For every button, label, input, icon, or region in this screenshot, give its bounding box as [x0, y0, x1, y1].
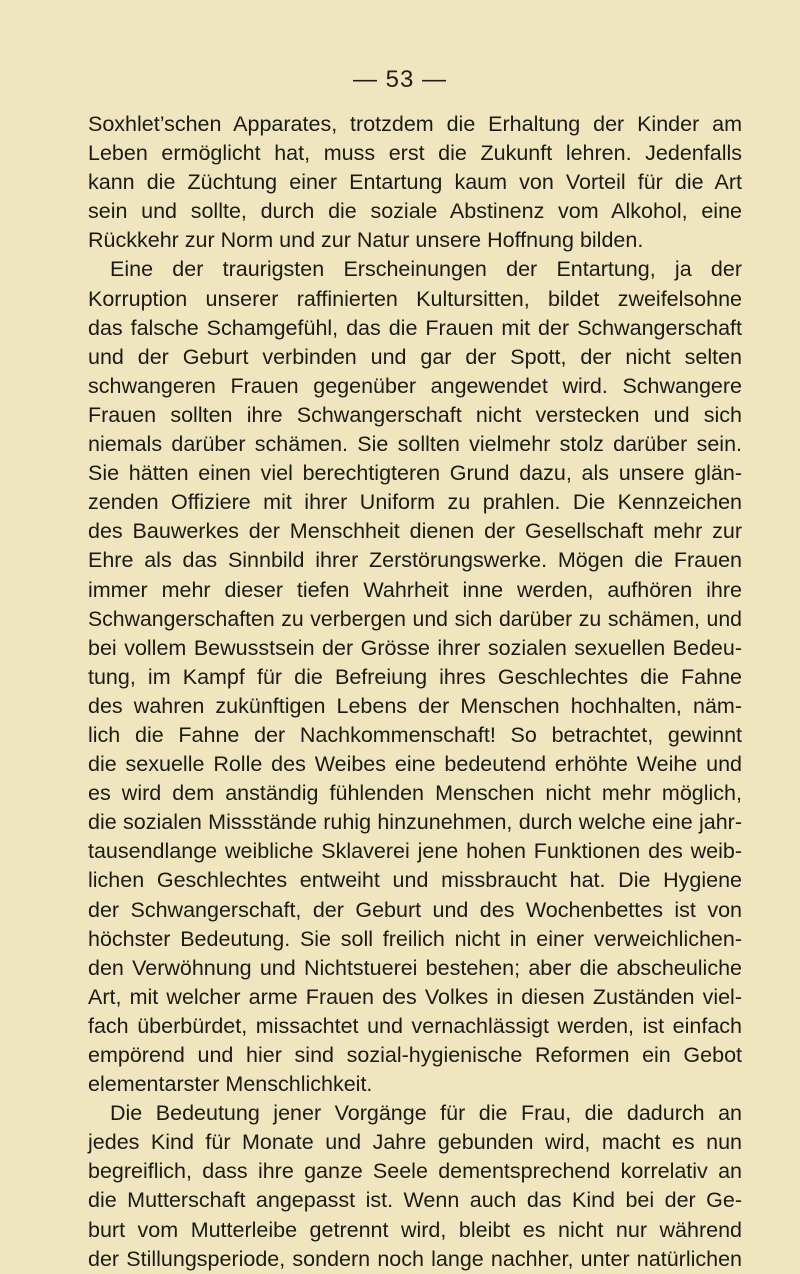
text-line: bei vollem Bewusstsein der Grösse ihrer sozialen sexuellen Bedeu- — [88, 635, 742, 660]
text-line: Sie hätten einen viel berechtigteren Grund dazu, als unsere glän- — [88, 461, 742, 486]
text-line: des Bauwerkes der Menschheit dienen der Gesellschaft mehr zur — [88, 519, 742, 544]
text-line: lich die Fahne der Nachkommenschaft! So betrachtet, gewinnt — [88, 722, 742, 747]
text-line: kann die Züchtung einer Entartung kaum von Vorteil für die Art — [88, 170, 742, 195]
text-line: und der Geburt verbinden und gar der Spott, der nicht selten — [88, 344, 742, 369]
text-line: tausendlange weibliche Sklaverei jene hohen Funktionen des weib- — [88, 839, 742, 864]
text-line: das falsche Schamgefühl, das die Frauen mit der Schwangerschaft — [88, 315, 742, 340]
text-line: der Schwangerschaft, der Geburt und des Wochenbettes ist von — [88, 897, 742, 922]
text-line: tung, im Kampf für die Befreiung ihres Geschlechtes die Fahne — [88, 664, 742, 689]
text-line: lichen Geschlechtes entweiht und missbraucht hat. Die Hygiene — [88, 868, 742, 893]
text-line: Korruption unserer raffinierten Kultursitten, bildet zweifelsohne — [88, 286, 742, 311]
body-text — [88, 110, 742, 1274]
text-line: es wird dem anständig fühlenden Menschen nicht mehr möglich, — [88, 781, 742, 806]
text-line: begreiflich, dass ihre ganze Seele dementsprechend korrelativ an — [88, 1159, 742, 1184]
text-line: Ehre als das Sinnbild ihrer Zerstörungswerke. Mögen die Frauen — [88, 548, 742, 573]
text-line: Soxhlet’schen Apparates, trotzdem die Erhaltung der Kinder am — [88, 112, 742, 136]
text-line: des wahren zukünftigen Lebens der Menschen hochhalten, näm- — [88, 693, 742, 718]
text-line: Frauen sollten ihre Schwangerschaft nicht verstecken und sich — [88, 402, 742, 427]
page-number: — 53 — — [352, 66, 448, 93]
text-line: sein und sollte, durch die soziale Abstinenz vom Alkohol, eine — [88, 199, 742, 224]
text-line: Art, mit welcher arme Frauen des Volkes in diesen Zuständen viel- — [88, 984, 742, 1009]
text-line: elementarster Menschlichkeit. — [88, 1072, 373, 1097]
text-line: den Verwöhnung und Nichtstuerei bestehen; aber die abscheuliche — [88, 955, 742, 980]
text-line: Schwangerschaften zu verbergen und sich darüber zu schämen, und — [88, 606, 742, 631]
text-line: Eine der traurigsten Erscheinungen der Entartung, ja der — [110, 257, 742, 282]
text-line: jedes Kind für Monate und Jahre gebunden wird, macht es nun — [88, 1130, 742, 1155]
text-line: schwangeren Frauen gegenüber angewendet wird. Schwangere — [88, 373, 742, 398]
text-line: burt vom Mutterleibe getrennt wird, bleibt es nicht nur während — [88, 1217, 742, 1242]
text-line: zenden Offiziere mit ihrer Uniform zu prahlen. Die Kennzeichen — [88, 490, 742, 515]
text-line: Die Bedeutung jener Vorgänge für die Frau, die dadurch an — [110, 1101, 742, 1126]
text-line: höchster Bedeutung. Sie soll freilich nicht in einer verweichlichen- — [88, 926, 742, 951]
text-line: immer mehr dieser tiefen Wahrheit inne werden, aufhören ihre — [88, 577, 742, 602]
text-line: der Stillungsperiode, sondern noch lange nachher, unter natürlichen — [88, 1246, 742, 1271]
text-line: die sozialen Missstände ruhig hinzunehmen, durch welche eine jahr- — [88, 810, 742, 835]
text-line: die Mutterschaft angepasst ist. Wenn auch das Kind bei der Ge- — [88, 1188, 742, 1213]
text-line: fach überbürdet, missachtet und vernachlässigt werden, ist einfach — [88, 1013, 742, 1038]
text-line: empörend und hier sind sozial-hygienische Reformen ein Gebot — [88, 1043, 742, 1067]
text-line: Rückkehr zur Norm und zur Natur unsere Hoffnung bilden. — [88, 228, 644, 253]
text-line: die sexuelle Rolle des Weibes eine bedeutend erhöhte Weihe und — [88, 752, 742, 777]
text-line: niemals darüber schämen. Sie sollten vielmehr stolz darüber sein. — [88, 432, 742, 457]
text-line: Leben ermöglicht hat, muss erst die Zukunft lehren. Jedenfalls — [88, 141, 742, 166]
